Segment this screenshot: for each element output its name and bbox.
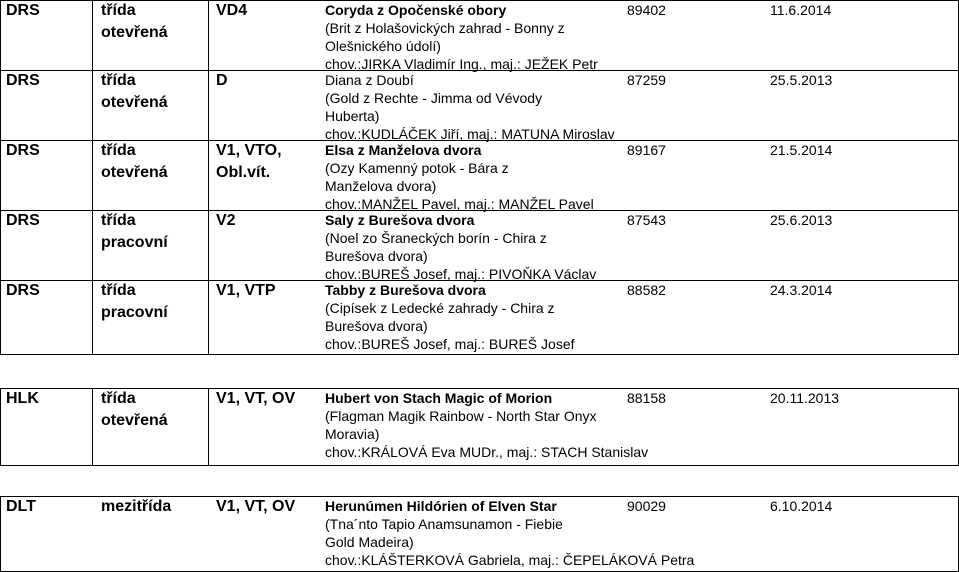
titles-line1: V1, VTP [216, 282, 276, 299]
dog-owner: chov.:BUREŠ Josef, maj.: PIVOŇKA Václav [325, 266, 597, 282]
table-row [0, 496, 959, 571]
titles [216, 70, 316, 92]
titles-line1: V1, VT, OV [216, 498, 296, 515]
table-row [0, 388, 959, 465]
birth-date: 11.6.2014 [770, 2, 832, 18]
class-name-line1: třída [101, 2, 136, 19]
class-name-line2: otevřená [101, 94, 168, 111]
row-divider [0, 354, 959, 355]
dog-name: Saly z Burešova dvora [325, 212, 475, 228]
dog-info [325, 1, 615, 73]
dog-info [325, 211, 597, 283]
titles [216, 280, 316, 302]
dog-info [325, 141, 594, 213]
dog-parents: (Gold z Rechte - Jimma od Vévody Huberta) [325, 90, 543, 124]
titles-line1: V2 [216, 212, 236, 229]
class-name-line1: třída [101, 390, 136, 407]
class-name [101, 0, 201, 44]
titles [216, 0, 316, 22]
class-name-line2: pracovní [101, 304, 168, 321]
dog-owner: chov.:KRÁLOVÁ Eva MUDr., maj.: STACH Stanislav [325, 444, 649, 460]
class-code: DRS [6, 282, 40, 299]
class-name-line2: otevřená [101, 24, 168, 41]
class-code: DRS [6, 2, 40, 19]
dog-info [325, 281, 575, 353]
class-name-line1: třída [101, 72, 136, 89]
dog-parents: (Cipísek z Ledecké zahrady - Chira z Burešova dvora) [325, 300, 555, 334]
dog-owner: chov.:JIRKA Vladimír Ing., maj.: JEŽEK Petr [325, 56, 598, 72]
titles-line2: Obl.vít. [216, 164, 271, 181]
birth-date: 20.11.2013 [770, 390, 840, 406]
dog-name: Diana z Doubí [325, 72, 414, 88]
dog-parents: (Noel zo Šraneckých borín - Chira z Burešova dvora) [325, 230, 547, 264]
class-code: HLK [6, 390, 39, 407]
dog-name: Coryda z Opočenské obory [325, 2, 507, 18]
birth-date: 24.3.2014 [770, 282, 833, 298]
birth-date: 6.10.2014 [770, 498, 833, 514]
class-code: DRS [6, 212, 40, 229]
class-code: DRS [6, 72, 40, 89]
dog-name: Elsa z Manželova dvora [325, 142, 482, 158]
class-name-line1: mezitřída [101, 498, 172, 515]
registration-number: 89402 [627, 2, 666, 18]
birth-date: 25.6.2013 [770, 212, 833, 228]
table-row [0, 70, 959, 140]
dog-parents: (Tna´nto Tapio Anamsunamon - Fiebie Gold Madeira) [325, 516, 563, 550]
titles [216, 388, 326, 410]
table-row [0, 140, 959, 210]
dog-owner: chov.:BUREŠ Josef, maj.: BUREŠ Josef [325, 336, 575, 352]
registration-number: 87259 [627, 72, 666, 88]
dog-owner: chov.:KLÁŠTERKOVÁ Gabriela, maj.: ČEPELÁKOVÁ Petra [325, 552, 695, 568]
class-name [101, 140, 201, 184]
birth-date: 21.5.2014 [770, 142, 833, 158]
registration-number: 90029 [627, 498, 666, 514]
titles [216, 140, 316, 184]
row-divider [0, 465, 959, 466]
birth-date: 25.5.2013 [770, 72, 833, 88]
class-name-line1: třída [101, 282, 136, 299]
titles-line1: V1, VT, OV [216, 390, 296, 407]
dog-parents: (Flagman Magik Rainbow - North Star Onyx Moravia) [325, 408, 597, 442]
table-row [0, 210, 959, 280]
table-row [0, 280, 959, 354]
class-name [101, 496, 211, 518]
dog-owner: chov.:KUDLÁČEK Jiří, maj.: MATUNA Miroslav [325, 126, 615, 142]
class-name [101, 388, 201, 432]
dog-owner: chov.:MANŽEL Pavel, maj.: MANŽEL Pavel [325, 196, 594, 212]
results-table-hlk [0, 388, 959, 466]
class-name-line1: třída [101, 142, 136, 159]
dog-parents: (Brit z Holašovických zahrad - Bonny z Olešnického údolí) [325, 20, 565, 54]
titles [216, 496, 326, 518]
class-name-line2: pracovní [101, 234, 168, 251]
titles [216, 210, 316, 232]
class-name [101, 280, 201, 324]
titles-line1: D [216, 72, 228, 89]
class-name [101, 210, 201, 254]
dog-name: Tabby z Burešova dvora [325, 282, 486, 298]
titles-line1: V1, VTO, [216, 142, 282, 159]
dog-info [325, 71, 615, 143]
class-name-line2: otevřená [101, 412, 168, 429]
class-code: DLT [6, 498, 36, 515]
dog-name: Hubert von Stach Magic of Morion [325, 390, 553, 406]
registration-number: 89167 [627, 142, 666, 158]
table-row [0, 0, 959, 70]
registration-number: 88158 [627, 390, 666, 406]
class-name-line2: otevřená [101, 164, 168, 181]
class-name [101, 70, 201, 114]
class-code: DRS [6, 142, 40, 159]
results-table-dlt [0, 496, 959, 572]
class-name-line1: třída [101, 212, 136, 229]
registration-number: 87543 [627, 212, 666, 228]
dog-name: Herunúmen Hildórien of Elven Star [325, 498, 557, 514]
dog-parents: (Ozy Kamenný potok - Bára z Manželova dvora) [325, 160, 509, 194]
registration-number: 88582 [627, 282, 666, 298]
titles-line1: VD4 [216, 2, 248, 19]
